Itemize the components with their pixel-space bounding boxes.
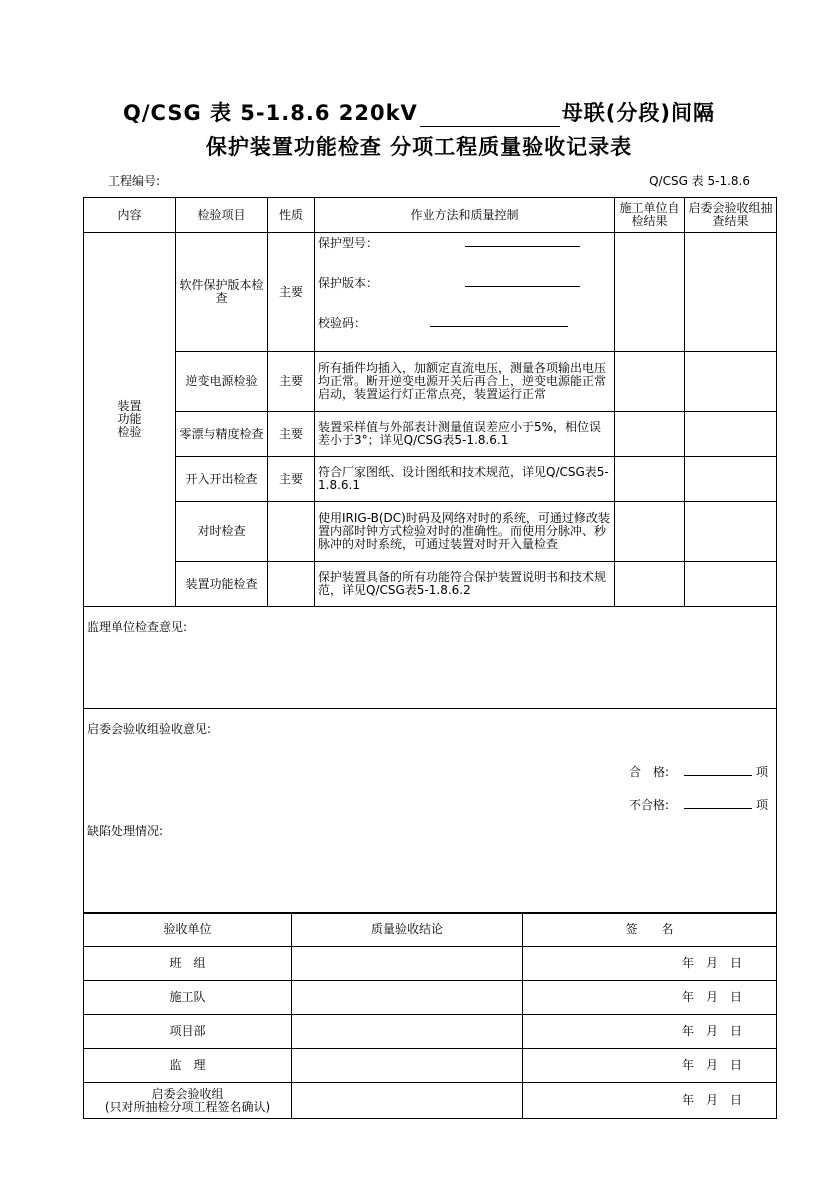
nature-cell [268,562,315,607]
fail-unit: 项 [756,798,769,812]
header-cell: 施工单位自检结果 [615,198,685,233]
signature-cell[interactable] [523,1015,777,1049]
header-cell: 内容 [84,198,176,233]
table-row [84,457,777,502]
self-check-cell[interactable] [615,412,685,457]
table-row [84,502,777,562]
signature-cell[interactable] [523,1049,777,1083]
conclusion-cell[interactable] [292,1015,523,1049]
date-label: 年 月 日 [681,1058,742,1072]
conclusion-cell[interactable] [292,947,523,981]
self-check-cell[interactable] [615,233,685,352]
item-cell: 零漂与精度检查 [176,412,268,457]
project-no-label: 工程编号: [108,174,161,188]
method-cell: 符合厂家图纸、设计图纸和技术规范，详见Q/CSG表5-1.8.6.1 [315,457,615,502]
title-line1 [0,97,838,127]
pass-label: 合 格: [629,765,670,779]
method-cell: 装置采样值与外部表计测量值误差应小于5%，相位误差小于3°；详见Q/CSG表5-1.8.6.1 [315,412,615,457]
signature-row [84,981,777,1015]
conclusion-cell[interactable] [292,1049,523,1083]
date-label: 年 月 日 [681,990,742,1004]
table-header [84,198,777,233]
committee-opinion-box[interactable] [83,708,777,914]
version-field[interactable] [465,286,580,287]
unit-cell: 启委会验收组 (只对所抽检分项工程签名确认) [84,1083,292,1119]
pass-count-field[interactable] [684,775,752,776]
nature-cell [268,502,315,562]
item-cell: 装置功能检查 [176,562,268,607]
unit-cell: 班 组 [84,947,292,981]
pass-unit: 项 [756,765,769,779]
date-label: 年 月 日 [681,1093,742,1107]
unit-cell: 监 理 [84,1049,292,1083]
item-cell: 对时检查 [176,502,268,562]
item-cell: 软件保护版本检查 [176,233,268,352]
header-cell: 启委会验收组抽查结果 [685,198,777,233]
nature-cell: 主要 [268,352,315,412]
date-label: 年 月 日 [681,956,742,970]
field-label: 保护型号： [318,236,379,250]
method-cell: 所有插件均插入，加额定直流电压，测量各项输出电压均正常。断开逆变电源开关后再合上，逆变电源能正常启动，装置运行灯正常点亮，装置运行正常 [315,352,615,412]
fail-count-field[interactable] [684,808,752,809]
spot-check-cell[interactable] [685,412,777,457]
self-check-cell[interactable] [615,352,685,412]
method-cell: 保护装置具备的所有功能符合保护装置说明书和技术规范，详见Q/CSG表5-1.8.6.2 [315,562,615,607]
spot-check-cell[interactable] [685,457,777,502]
signature-table [83,912,777,1119]
method-cell [315,233,615,352]
table-row [84,412,777,457]
header-cell: 质量验收结论 [292,913,523,947]
fail-label: 不合格: [629,798,670,812]
inspection-table [83,197,777,607]
spot-check-cell[interactable] [685,352,777,412]
model-field[interactable] [465,246,580,247]
header-cell: 验收单位 [84,913,292,947]
defects-label: 缺陷处理情况: [87,824,164,838]
self-check-cell[interactable] [615,457,685,502]
title-blank-field[interactable] [420,106,560,127]
nature-cell: 主要 [268,412,315,457]
self-check-cell[interactable] [615,562,685,607]
spot-check-cell[interactable] [685,562,777,607]
title-prefix: Q/CSG 表 5-1.8.6 220kV [123,101,418,125]
signature-row [84,1083,777,1119]
spot-check-cell[interactable] [685,502,777,562]
table-row [84,352,777,412]
title-suffix: 母联(分段)间隔 [561,101,715,125]
signature-cell[interactable] [523,1083,777,1119]
signature-row [84,1049,777,1083]
unit-cell: 项目部 [84,1015,292,1049]
header-cell: 签 名 [523,913,777,947]
supervisor-opinion-label: 监理单位检查意见: [87,620,188,634]
method-cell: 使用IRIG-B(DC)时码及网络对时的系统，可通过修改装置内部时钟方式检验对时的准确性。而使用分脉冲、秒脉冲的对时系统，可通过装置对时开入量检查 [315,502,615,562]
signature-cell[interactable] [523,981,777,1015]
signature-row [84,947,777,981]
spot-check-cell[interactable] [685,233,777,352]
table-row [84,562,777,607]
date-label: 年 月 日 [681,1024,742,1038]
nature-cell: 主要 [268,233,315,352]
supervisor-opinion-box[interactable] [83,607,777,709]
header-cell: 检验项目 [176,198,268,233]
signature-cell[interactable] [523,947,777,981]
field-label: 保护版本： [318,276,379,290]
item-cell: 开入开出检查 [176,457,268,502]
committee-opinion-label: 启委会验收组验收意见: [87,722,212,736]
header-cell: 作业方法和质量控制 [315,198,615,233]
unit-cell: 施工队 [84,981,292,1015]
conclusion-cell[interactable] [292,1083,523,1119]
signature-header [84,913,777,947]
nature-cell: 主要 [268,457,315,502]
field-label: 校验码： [318,316,367,330]
checksum-field[interactable] [430,326,568,327]
header-cell: 性质 [268,198,315,233]
form-code: Q/CSG 表 5-1.8.6 [649,174,750,188]
group-cell [84,233,176,607]
item-cell: 逆变电源检验 [176,352,268,412]
conclusion-cell[interactable] [292,981,523,1015]
self-check-cell[interactable] [615,502,685,562]
signature-row [84,1015,777,1049]
group-label: 装置功能检验 [117,399,142,439]
table-row [84,233,777,352]
title-line2: 保护装置功能检查 分项工程质量验收记录表 [205,135,633,159]
